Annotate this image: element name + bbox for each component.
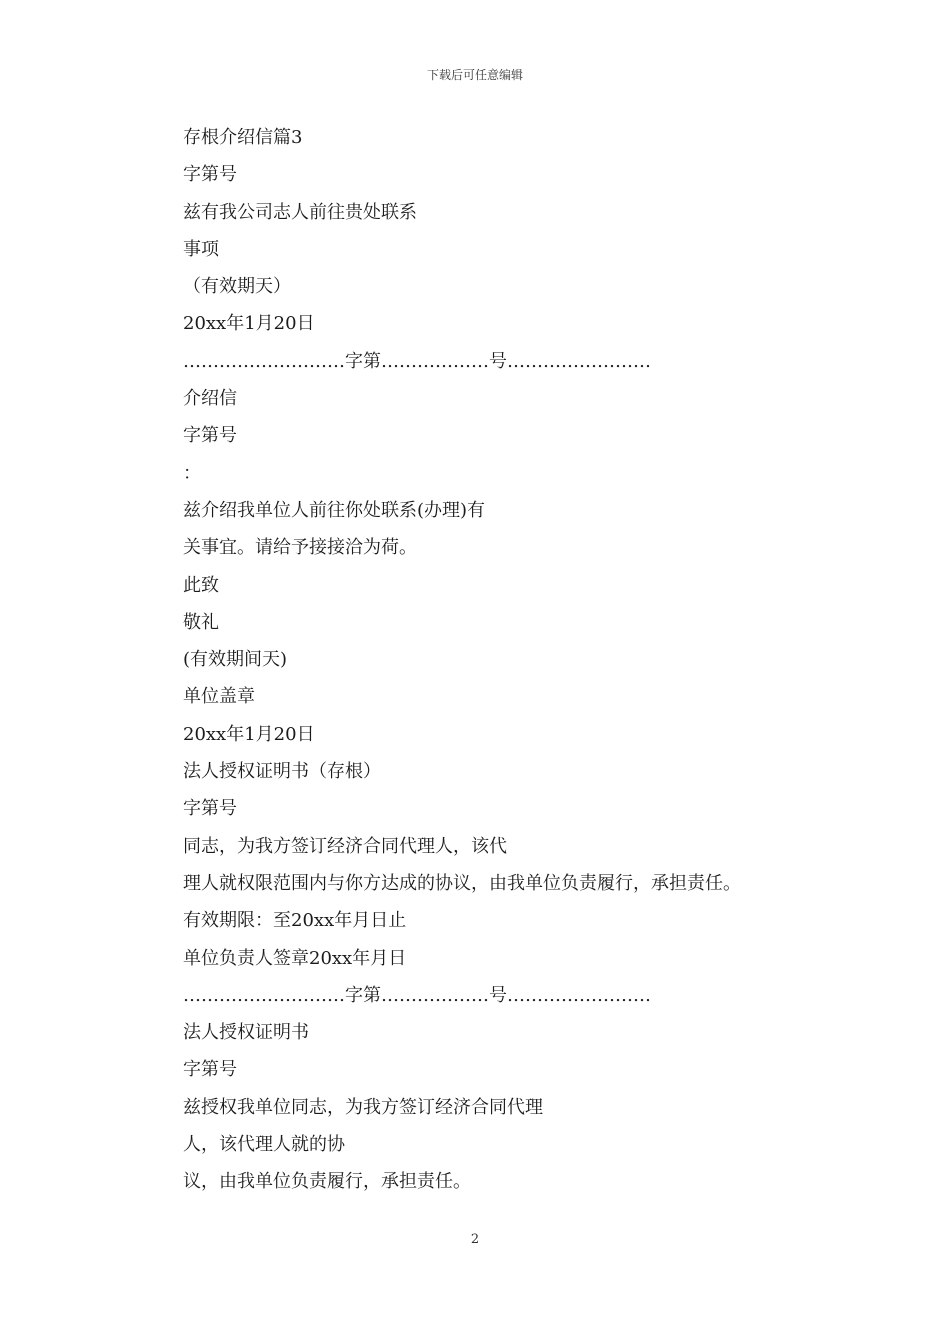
doc-line: 单位负责人签章20xx年月日 (183, 947, 407, 969)
doc-line: 同志，为我方签订经济合同代理人，该代 (183, 835, 507, 857)
doc-date: 20xx年1月20日 (183, 313, 315, 335)
page-number: 2 (470, 1232, 480, 1247)
document-body (183, 122, 823, 1204)
doc-line: 字第号 (183, 164, 237, 186)
doc-line: 单位盖章 (183, 686, 255, 708)
doc-line: 人，该代理人就的协 (183, 1134, 345, 1156)
doc-line: （有效期天） (183, 276, 291, 298)
doc-line: 有效期限：至20xx年月日止 (183, 910, 407, 932)
doc-line: 兹介绍我单位人前往你处联系(办理)有 (183, 499, 486, 521)
doc-line: 字第号 (183, 1059, 237, 1081)
doc-line: 兹授权我单位同志，为我方签订经济合同代理 (183, 1096, 543, 1118)
section-title: 法人授权证明书（存根） (183, 761, 381, 783)
doc-line: 关事宜。请给予接接洽为荷。 (183, 537, 417, 559)
doc-line: 字第号 (183, 798, 237, 820)
doc-line: 兹有我公司志人前往贵处联系 (183, 201, 417, 223)
dotted-separator: ………………………字第………………号…………………… (183, 984, 651, 1006)
doc-line: 事项 (183, 238, 219, 260)
dotted-separator: ………………………字第………………号…………………… (183, 350, 651, 372)
doc-date: 20xx年1月20日 (183, 723, 315, 745)
section-title: 法人授权证明书 (183, 1022, 309, 1044)
doc-line: 敬礼 (183, 611, 219, 633)
page-header: 下载后可任意编辑 (426, 68, 523, 82)
section-title: 介绍信 (183, 388, 237, 410)
doc-line: 字第号 (183, 425, 237, 447)
doc-line: 此致 (183, 574, 219, 596)
doc-line: (有效期间天) (183, 649, 288, 671)
doc-line: 议，由我单位负责履行，承担责任。 (183, 1171, 471, 1193)
doc-line: ： (183, 462, 201, 484)
doc-title: 存根介绍信篇3 (183, 127, 303, 148)
doc-line: 理人就权限范围内与你方达成的协议，由我单位负责履行，承担责任。 (183, 872, 741, 894)
